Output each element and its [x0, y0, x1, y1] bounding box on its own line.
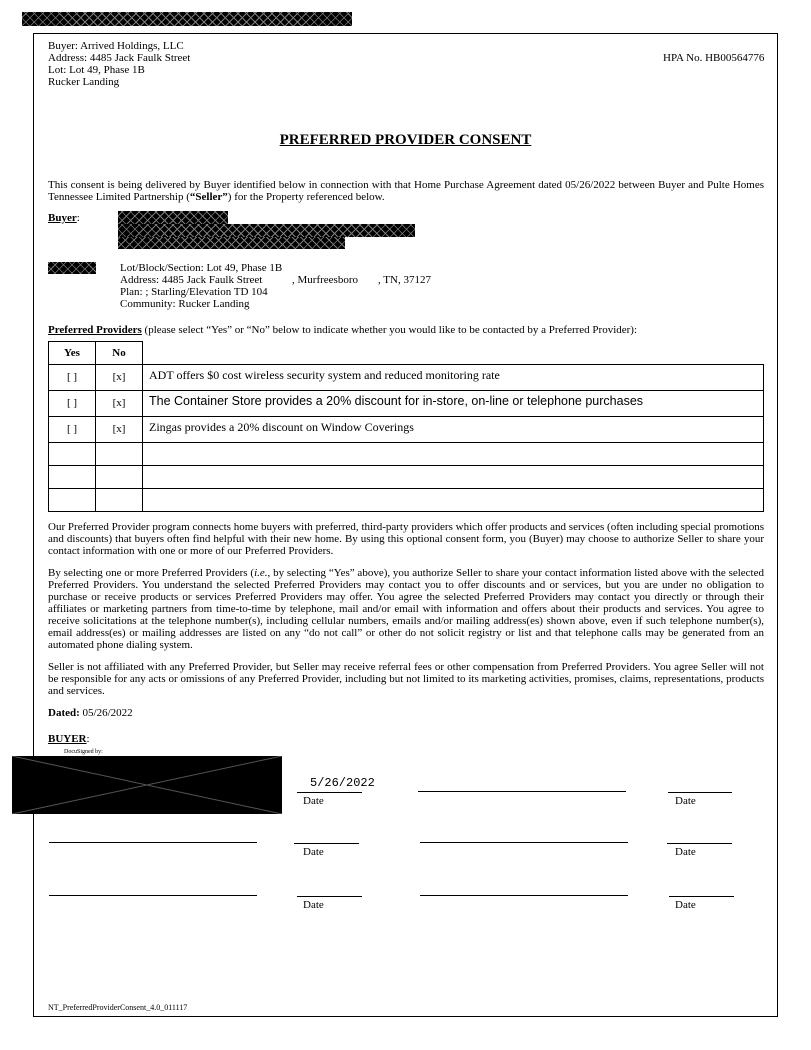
signature-line[interactable] [418, 791, 626, 792]
property-address: Address: 4485 Jack Faulk Street [120, 274, 263, 286]
signature-line[interactable] [49, 895, 257, 896]
date-label: Date [675, 899, 696, 911]
provider-description: ADT offers $0 cost wireless security system and reduced monitoring rate [143, 364, 764, 390]
date-line [667, 843, 732, 844]
signature-line[interactable] [49, 842, 257, 843]
disclaimer-paragraph: Seller is not affiliated with any Preferred Provider, but Seller may receive referral fees or other compensation from Preferred Providers. You agree Seller will not be responsible for any acts or omissions of any Preferred Provider, including but not limited to its marketing activities, promises, claims, representations, products and services. [48, 661, 764, 697]
provider-description: The Container Store provides a 20% discount for in-store, on-line or telephone purchases [143, 390, 764, 416]
redacted-buyer-name [118, 211, 228, 224]
preferred-provider-table [48, 341, 764, 512]
redaction-x-icon [12, 756, 282, 814]
table-row [49, 390, 764, 416]
providers-heading: Preferred Providers (please select “Yes” or “No” below to indicate whether you would like to be contacted by a Preferred Provider): [48, 324, 638, 336]
signature-line[interactable] [420, 842, 628, 843]
table-row-empty [49, 488, 764, 511]
hpa-number: HPA No. HB00564776 [663, 52, 765, 64]
table-row-empty [49, 442, 764, 465]
yes-checkbox[interactable]: [ ] [49, 390, 96, 416]
date-line [668, 792, 732, 793]
header-buyer: Buyer: Arrived Holdings, LLC [48, 40, 184, 52]
table-row [49, 416, 764, 442]
buyer-label: Buyer: [48, 212, 80, 224]
no-checkbox[interactable]: [x] [96, 416, 143, 442]
property-community: Community: Rucker Landing [120, 298, 250, 310]
date-label: Date [675, 846, 696, 858]
provider-description: Zingas provides a 20% discount on Window Coverings [143, 416, 764, 442]
col-no-header: No [96, 342, 143, 365]
redaction-bar-top [22, 12, 352, 26]
date-label: Date [303, 795, 324, 807]
property-lot-section: Lot/Block/Section: Lot 49, Phase 1B [120, 262, 283, 274]
signature-line[interactable] [420, 895, 628, 896]
property-state-zip: , TN, 37127 [378, 274, 431, 286]
redacted-buyer-name [118, 224, 415, 237]
header-lot: Lot: Lot 49, Phase 1B [48, 64, 145, 76]
date-line [294, 843, 359, 844]
yes-checkbox[interactable]: [ ] [49, 416, 96, 442]
buyer-signature-label: BUYER: [48, 733, 90, 745]
signed-date: 5/26/2022 [310, 776, 375, 790]
page-title: PREFERRED PROVIDER CONSENT [279, 132, 532, 148]
date-line [669, 896, 734, 897]
header-blank [143, 342, 764, 365]
date-line [297, 896, 362, 897]
header-address: Address: 4485 Jack Faulk Street [48, 52, 191, 64]
header-community: Rucker Landing [48, 76, 120, 88]
property-plan: Plan: ; Starling/Elevation TD 104 [120, 286, 268, 298]
redacted-buyer-name [118, 237, 345, 249]
authorization-paragraph: By selecting one or more Preferred Providers (i.e., by selecting “Yes” above), you authorize Seller to share your contact information listed above with the selected Preferred Providers. You understand the selected Preferred Providers may contact you to offer discounts and or services, but you are under no obligation to purchase or receive products or services Preferred Providers may offer. You agree the selected Preferred Providers may contact you directly or through their affiliates or marketing partners from time-to-time by telephone, mail and/or email with information and offers about their products and services. You agree to receive solicitations at the telephone number(s), including cellular numbers, emails and/or mailing address(es) shown above, even if such telephone number(s), email address(es) or mailing addresses are listed on any “do not call” or other do not solicit registry or list and that telephone calls may be generated from an automated phone dialing system. [48, 567, 764, 651]
intro-paragraph: This consent is being delivered by Buyer identified below in connection with that Home Purchase Agreement dated 05/26/2022 between Buyer and Pulte Homes Tennessee Limited Partnership (“Seller”) for the Property referenced below. [48, 179, 764, 203]
date-label: Date [675, 795, 696, 807]
redacted-signature [12, 756, 282, 814]
date-label: Date [303, 899, 324, 911]
program-paragraph: Our Preferred Provider program connects home buyers with preferred, third-party providers which offer products and services (often including special promotions and discounts) that buyers often find helpful with their new home. By using this optional consent form, you (Buyer) may choose to authorize Seller to share your contact information with one or more of our Preferred Providers. [48, 521, 764, 557]
table-row-empty [49, 465, 764, 488]
table-row [49, 364, 764, 390]
col-yes-header: Yes [49, 342, 96, 365]
date-line [297, 792, 362, 793]
dated-line: Dated: 05/26/2022 [48, 707, 133, 719]
redacted-label [48, 262, 96, 274]
no-checkbox[interactable]: [x] [96, 390, 143, 416]
yes-checkbox[interactable]: [ ] [49, 364, 96, 390]
property-city: , Murfreesboro [292, 274, 358, 286]
form-footer-id: NT_PreferredProviderConsent_4.0_011117 [48, 1003, 188, 1012]
date-label: Date [303, 846, 324, 858]
docusigned-caption: DocuSigned by: [64, 749, 103, 755]
no-checkbox[interactable]: [x] [96, 364, 143, 390]
